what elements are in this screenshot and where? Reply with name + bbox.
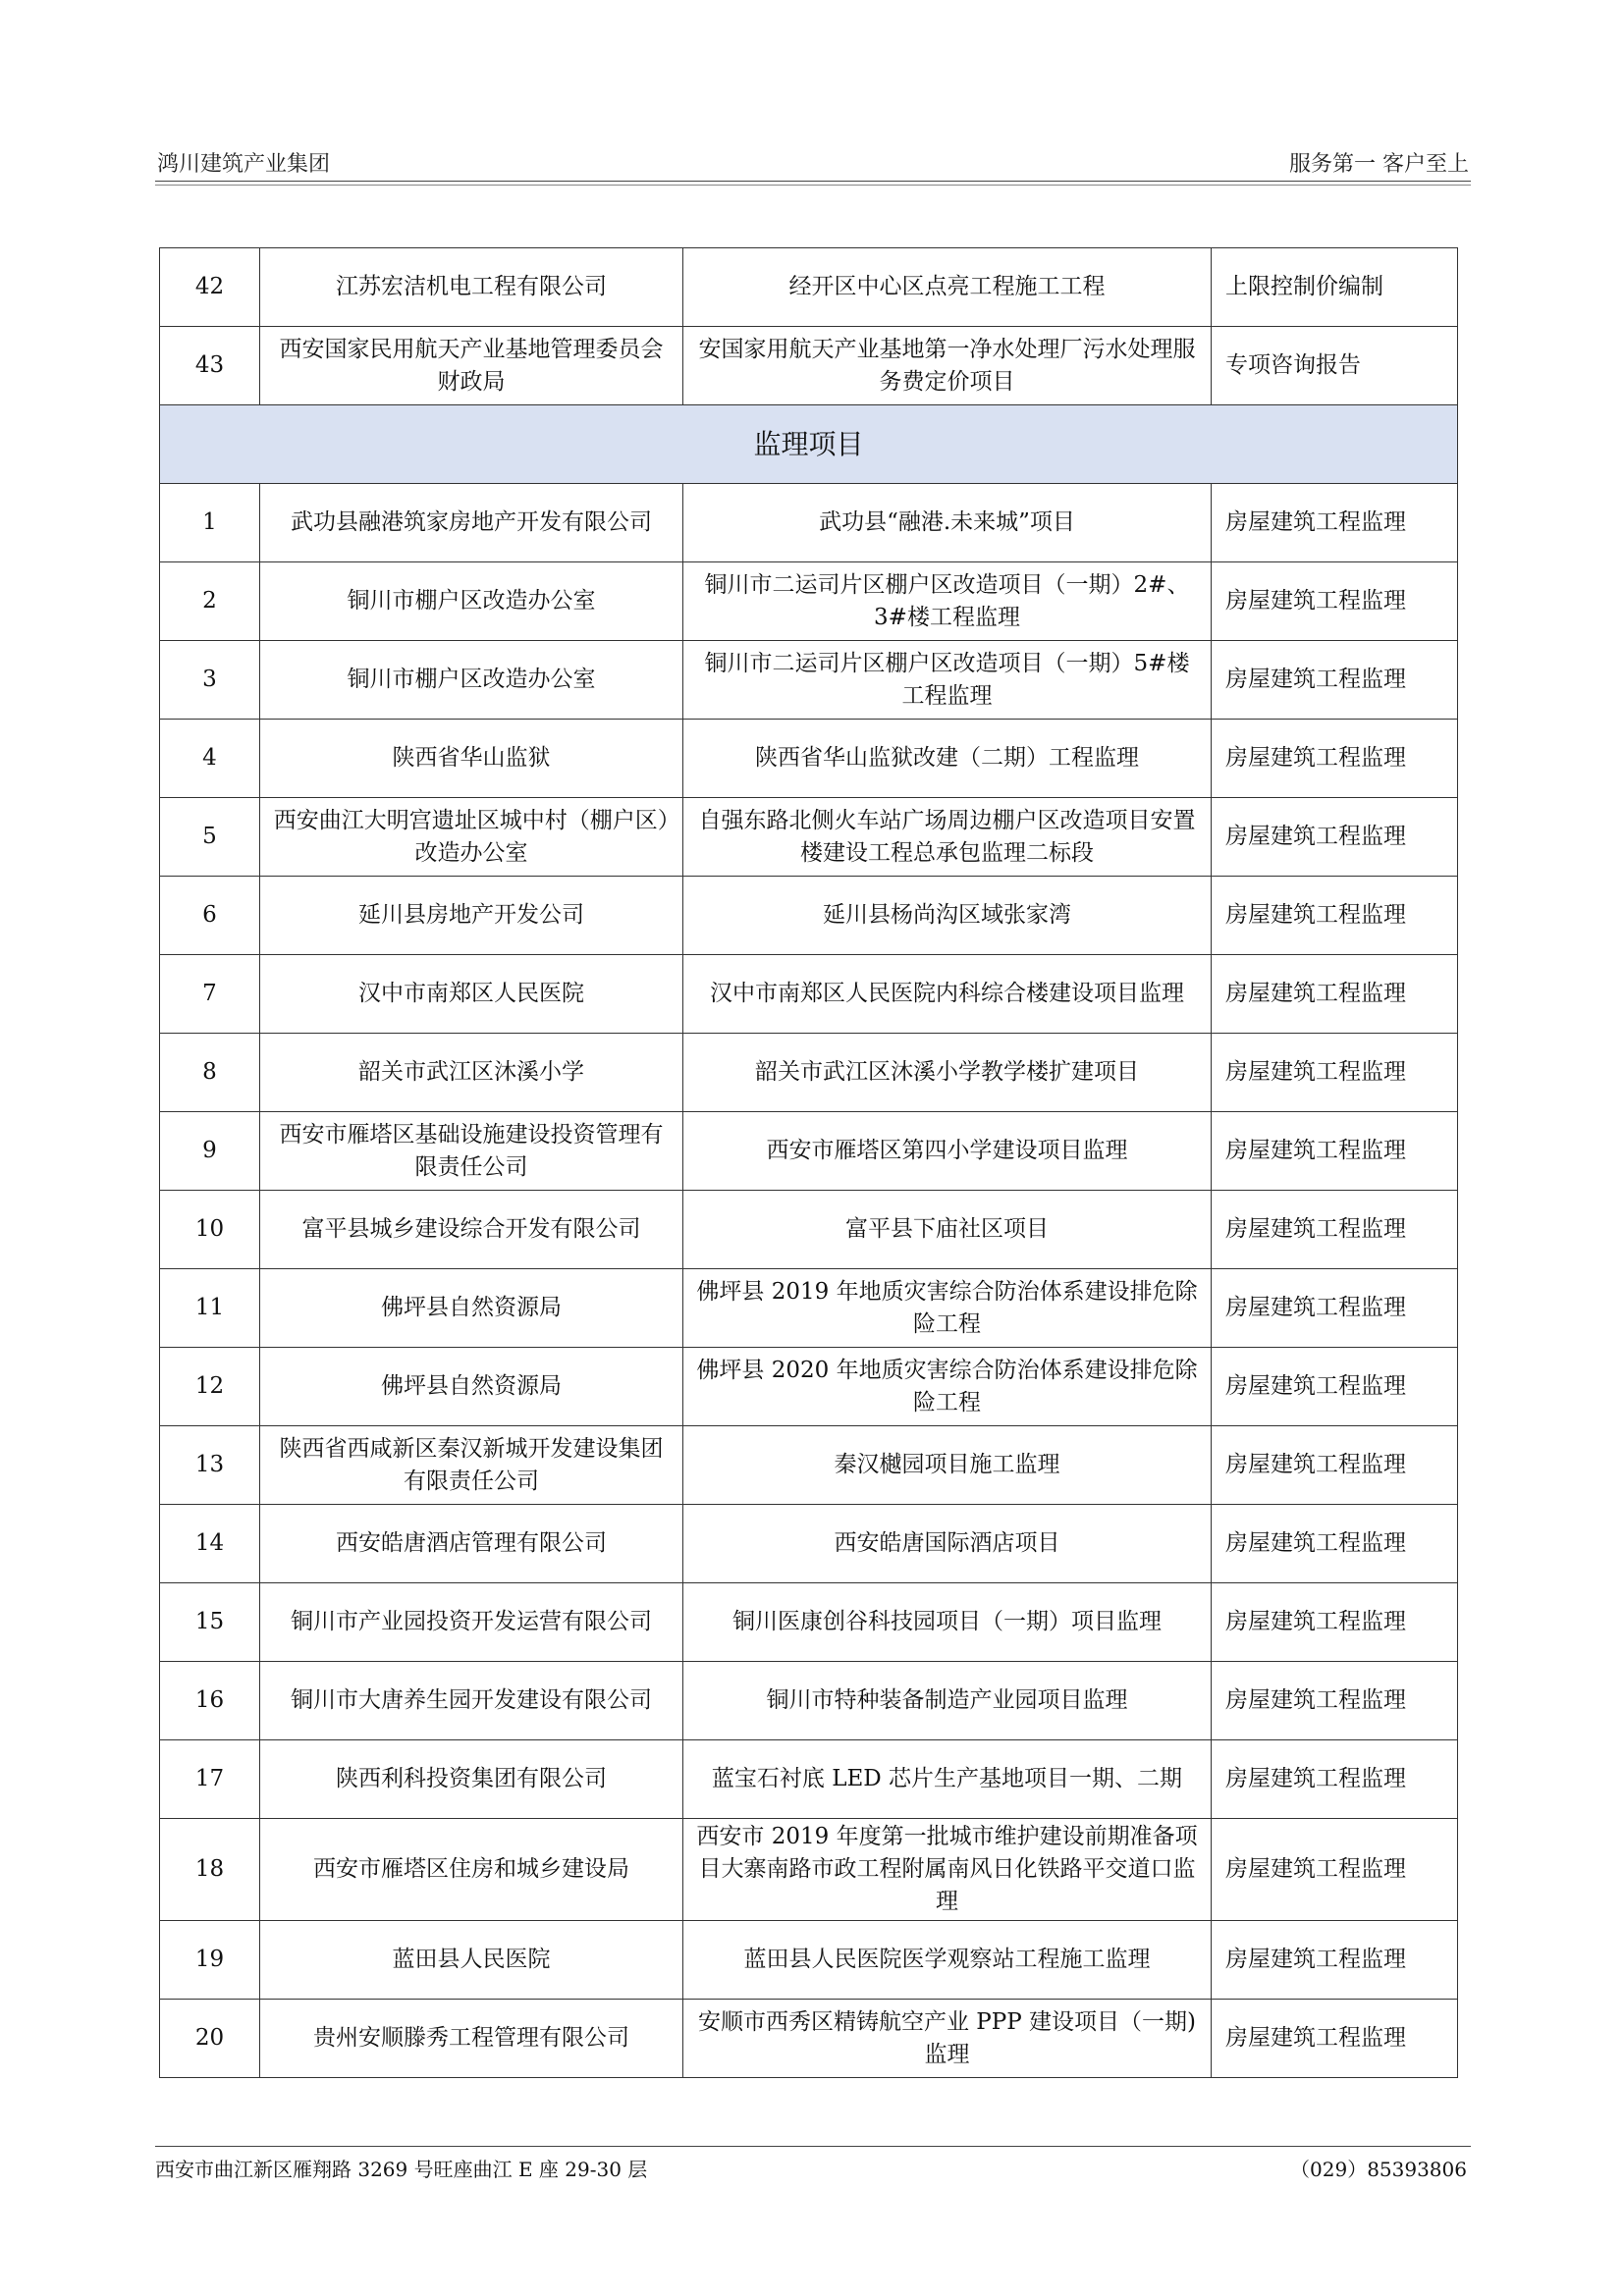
table-row [160, 1740, 1458, 1819]
row-service-type: 房屋建筑工程监理 [1212, 562, 1458, 641]
row-service-type: 房屋建筑工程监理 [1212, 720, 1458, 798]
row-number: 42 [160, 248, 260, 327]
table-row [160, 1662, 1458, 1740]
header-divider [155, 181, 1471, 182]
row-client: 富平县城乡建设综合开发有限公司 [260, 1191, 683, 1269]
row-service-type: 房屋建筑工程监理 [1212, 1191, 1458, 1269]
row-number: 18 [160, 1819, 260, 1921]
row-service-type: 房屋建筑工程监理 [1212, 641, 1458, 720]
row-number: 12 [160, 1348, 260, 1426]
table-row [160, 798, 1458, 877]
row-service-type: 房屋建筑工程监理 [1212, 1426, 1458, 1505]
row-client: 陕西利科投资集团有限公司 [260, 1740, 683, 1819]
row-number: 15 [160, 1583, 260, 1662]
header-divider-thin [155, 185, 1471, 186]
table-row [160, 1426, 1458, 1505]
table-row [160, 1819, 1458, 1921]
row-project: 铜川市特种装备制造产业园项目监理 [683, 1662, 1212, 1740]
row-project: 西安皓唐国际酒店项目 [683, 1505, 1212, 1583]
row-project: 铜川市二运司片区棚户区改造项目（一期）2#、3#楼工程监理 [683, 562, 1212, 641]
row-project: 铜川医康创谷科技园项目（一期）项目监理 [683, 1583, 1212, 1662]
table-row [160, 327, 1458, 405]
row-project: 安国家用航天产业基地第一净水处理厂污水处理服务费定价项目 [683, 327, 1212, 405]
row-project: 西安市 2019 年度第一批城市维护建设前期准备项目大寨南路市政工程附属南风日化铁路平交道口监理 [683, 1819, 1212, 1921]
section-title: 监理项目 [160, 405, 1458, 484]
row-client: 铜川市棚户区改造办公室 [260, 641, 683, 720]
table-row [160, 1112, 1458, 1191]
row-client: 武功县融港筑家房地产开发有限公司 [260, 484, 683, 562]
row-client: 陕西省西咸新区秦汉新城开发建设集团有限责任公司 [260, 1426, 683, 1505]
row-service-type: 房屋建筑工程监理 [1212, 1112, 1458, 1191]
row-client: 西安皓唐酒店管理有限公司 [260, 1505, 683, 1583]
row-project: 武功县“融港.未来城”项目 [683, 484, 1212, 562]
row-service-type: 房屋建筑工程监理 [1212, 798, 1458, 877]
table-row [160, 484, 1458, 562]
row-project: 西安市雁塔区第四小学建设项目监理 [683, 1112, 1212, 1191]
row-service-type: 房屋建筑工程监理 [1212, 955, 1458, 1034]
row-client: 西安市雁塔区基础设施建设投资管理有限责任公司 [260, 1112, 683, 1191]
row-number: 16 [160, 1662, 260, 1740]
row-project: 经开区中心区点亮工程施工工程 [683, 248, 1212, 327]
row-client: 延川县房地产开发公司 [260, 877, 683, 955]
footer-phone: （029）85393806 [1290, 2158, 1467, 2181]
table-row [160, 1034, 1458, 1112]
row-client: 西安国家民用航天产业基地管理委员会财政局 [260, 327, 683, 405]
row-service-type: 房屋建筑工程监理 [1212, 1034, 1458, 1112]
row-project: 佛坪县 2020 年地质灾害综合防治体系建设排危除险工程 [683, 1348, 1212, 1426]
table-row [160, 1921, 1458, 2000]
footer-divider [155, 2146, 1471, 2147]
row-service-type: 房屋建筑工程监理 [1212, 1505, 1458, 1583]
table-row [160, 562, 1458, 641]
row-number: 19 [160, 1921, 260, 2000]
row-number: 3 [160, 641, 260, 720]
row-client: 铜川市产业园投资开发运营有限公司 [260, 1583, 683, 1662]
row-service-type: 房屋建筑工程监理 [1212, 484, 1458, 562]
row-project: 蓝田县人民医院医学观察站工程施工监理 [683, 1921, 1212, 2000]
row-number: 2 [160, 562, 260, 641]
row-project: 安顺市西秀区精铸航空产业 PPP 建设项目（一期)监理 [683, 2000, 1212, 2078]
row-client: 汉中市南郑区人民医院 [260, 955, 683, 1034]
row-number: 11 [160, 1269, 260, 1348]
row-service-type: 房屋建筑工程监理 [1212, 1269, 1458, 1348]
table-row [160, 955, 1458, 1034]
row-service-type: 房屋建筑工程监理 [1212, 1662, 1458, 1740]
table-row [160, 720, 1458, 798]
row-project: 佛坪县 2019 年地质灾害综合防治体系建设排危除险工程 [683, 1269, 1212, 1348]
row-number: 6 [160, 877, 260, 955]
table-row [160, 641, 1458, 720]
row-client: 蓝田县人民医院 [260, 1921, 683, 2000]
row-service-type: 房屋建筑工程监理 [1212, 1348, 1458, 1426]
row-client: 江苏宏洁机电工程有限公司 [260, 248, 683, 327]
row-service-type: 专项咨询报告 [1212, 327, 1458, 405]
row-number: 9 [160, 1112, 260, 1191]
row-client: 铜川市大唐养生园开发建设有限公司 [260, 1662, 683, 1740]
row-project: 韶关市武江区沐溪小学教学楼扩建项目 [683, 1034, 1212, 1112]
row-client: 佛坪县自然资源局 [260, 1269, 683, 1348]
row-number: 10 [160, 1191, 260, 1269]
row-service-type: 房屋建筑工程监理 [1212, 1819, 1458, 1921]
row-project: 自强东路北侧火车站广场周边棚户区改造项目安置楼建设工程总承包监理二标段 [683, 798, 1212, 877]
row-service-type: 房屋建筑工程监理 [1212, 1740, 1458, 1819]
section-row [160, 405, 1458, 484]
table-row [160, 877, 1458, 955]
header-company: 鸿川建筑产业集团 [157, 152, 331, 177]
row-number: 8 [160, 1034, 260, 1112]
row-client: 铜川市棚户区改造办公室 [260, 562, 683, 641]
row-service-type: 房屋建筑工程监理 [1212, 2000, 1458, 2078]
row-number: 20 [160, 2000, 260, 2078]
row-project: 铜川市二运司片区棚户区改造项目（一期）5#楼工程监理 [683, 641, 1212, 720]
row-project: 陕西省华山监狱改建（二期）工程监理 [683, 720, 1212, 798]
row-project: 富平县下庙社区项目 [683, 1191, 1212, 1269]
row-service-type: 房屋建筑工程监理 [1212, 877, 1458, 955]
row-number: 7 [160, 955, 260, 1034]
project-table-body [160, 248, 1458, 2078]
table-row [160, 248, 1458, 327]
row-service-type: 房屋建筑工程监理 [1212, 1921, 1458, 2000]
row-project: 秦汉樾园项目施工监理 [683, 1426, 1212, 1505]
table-row [160, 1583, 1458, 1662]
row-project: 汉中市南郑区人民医院内科综合楼建设项目监理 [683, 955, 1212, 1034]
row-client: 西安曲江大明宫遗址区城中村（棚户区）改造办公室 [260, 798, 683, 877]
table-row [160, 1269, 1458, 1348]
row-client: 贵州安顺滕秀工程管理有限公司 [260, 2000, 683, 2078]
row-number: 17 [160, 1740, 260, 1819]
row-number: 43 [160, 327, 260, 405]
row-number: 13 [160, 1426, 260, 1505]
table-row [160, 1348, 1458, 1426]
row-service-type: 房屋建筑工程监理 [1212, 1583, 1458, 1662]
row-number: 5 [160, 798, 260, 877]
row-number: 4 [160, 720, 260, 798]
table-row [160, 1505, 1458, 1583]
row-client: 陕西省华山监狱 [260, 720, 683, 798]
row-service-type: 上限控制价编制 [1212, 248, 1458, 327]
table-row [160, 2000, 1458, 2078]
row-project: 蓝宝石衬底 LED 芯片生产基地项目一期、二期 [683, 1740, 1212, 1819]
row-client: 韶关市武江区沐溪小学 [260, 1034, 683, 1112]
footer-address: 西安市曲江新区雁翔路 3269 号旺座曲江 E 座 29-30 层 [155, 2158, 648, 2181]
header-slogan: 服务第一 客户至上 [1289, 152, 1469, 177]
project-table [159, 247, 1458, 2078]
row-client: 佛坪县自然资源局 [260, 1348, 683, 1426]
row-project: 延川县杨尚沟区域张家湾 [683, 877, 1212, 955]
table-row [160, 1191, 1458, 1269]
row-number: 14 [160, 1505, 260, 1583]
row-number: 1 [160, 484, 260, 562]
row-client: 西安市雁塔区住房和城乡建设局 [260, 1819, 683, 1921]
